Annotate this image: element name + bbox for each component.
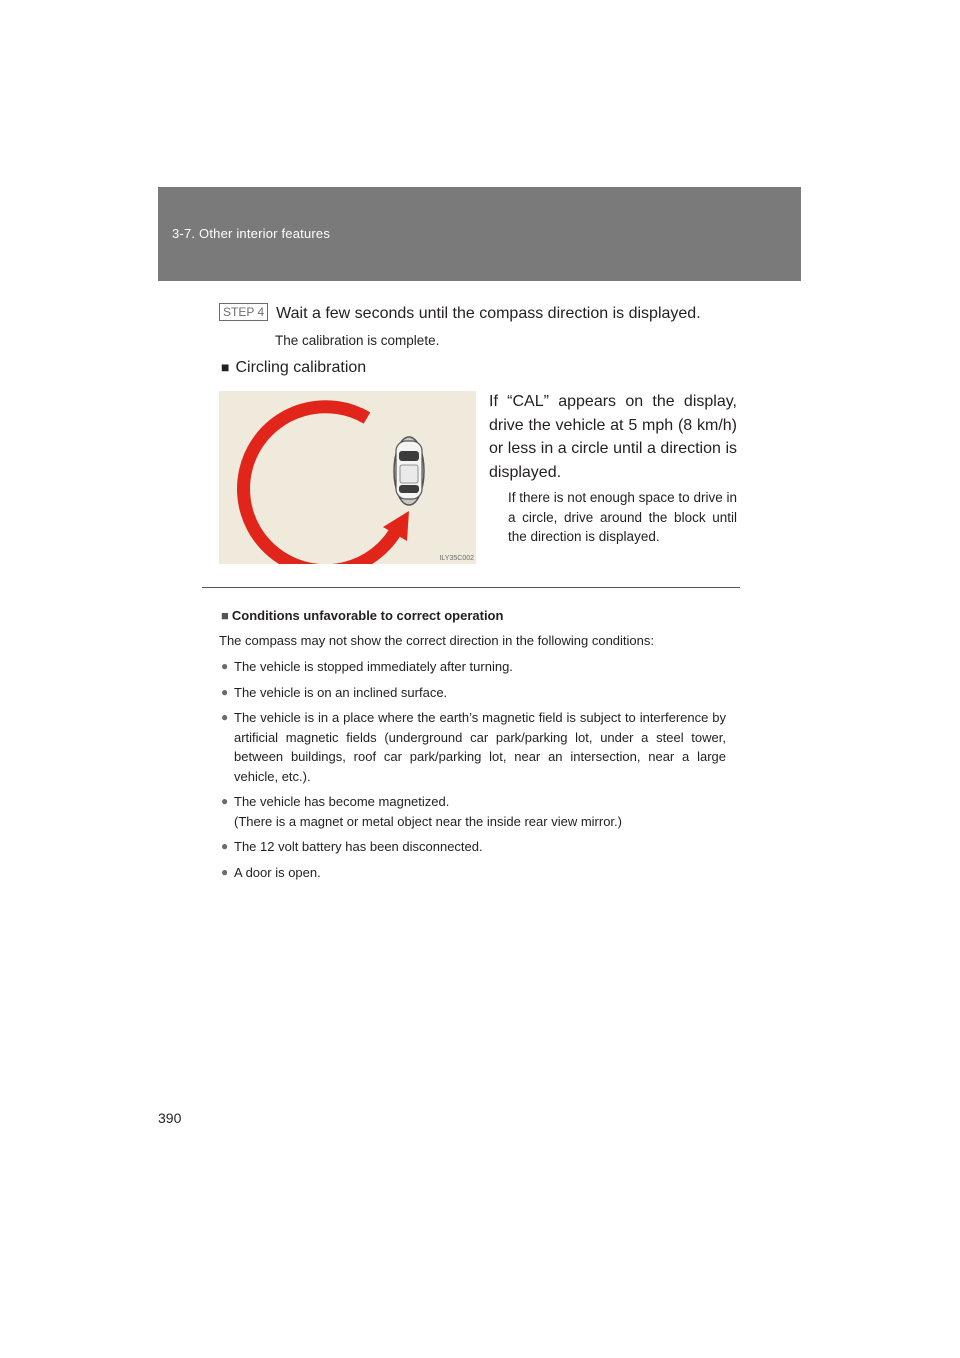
circling-body-text: If “CAL” appears on the display, drive the vehicle at 5 mph (8 km/h) or less in a circle until a direction is displayed.: [489, 393, 737, 481]
circling-calibration-heading: [221, 359, 366, 377]
bullet-icon: ●: [221, 794, 229, 808]
step-badge: STEP 4: [219, 303, 268, 321]
circling-arrow: [244, 407, 400, 564]
notes-heading: [221, 608, 503, 623]
list-item: ● A door is open.: [221, 863, 726, 883]
list-item: ● The vehicle is stopped immediately after turning.: [221, 657, 726, 677]
bullet-icon: ●: [221, 684, 229, 699]
circle-arrow-illustration: [219, 391, 476, 564]
circling-note-text: If there is not enough space to drive in a circle, drive around the block until the direction is displayed.: [508, 490, 737, 544]
list-item: ● The vehicle is on an inclined surface.: [221, 683, 726, 703]
section-title: 3-7. Other interior features: [172, 226, 331, 241]
step-subtext: The calibration is complete.: [275, 333, 440, 348]
bullet-icon: ●: [221, 659, 229, 673]
notes-heading-text: Conditions unfavorable to correct operation: [231, 608, 504, 623]
section-divider: [202, 587, 740, 588]
bullet-icon: ●: [221, 710, 229, 724]
step-row: [219, 305, 701, 323]
square-bullet-icon: ■: [221, 359, 230, 375]
step-text: Wait a few seconds until the compass direction is displayed.: [276, 305, 701, 323]
conditions-list: [221, 657, 726, 888]
list-item: ● The vehicle has become magnetized. (There is a magnet or metal object near the inside rear view mirror.): [221, 794, 622, 829]
list-item: ● The 12 volt battery has been disconnected.: [221, 837, 726, 857]
car-icon: [394, 437, 424, 505]
illustration-code: ILY35C002: [439, 555, 474, 562]
bullet-icon: ●: [221, 839, 229, 853]
circling-calibration-illustration: [219, 391, 476, 564]
circling-heading-text: Circling calibration: [235, 359, 367, 376]
notes-intro: The compass may not show the correct direction in the following conditions:: [219, 633, 654, 648]
square-bullet-icon: ■: [221, 608, 229, 623]
bullet-icon: ●: [221, 864, 229, 879]
list-item: ● The vehicle is in a place where the earth’s magnetic field is subject to interference by artificial magnetic fields (underground car park/parking lot, under a steel tower, between buildings, roof car park/parking lot, near an intersection, near a large vehicle, etc.).: [221, 710, 726, 784]
page-number: 390: [158, 1110, 182, 1126]
